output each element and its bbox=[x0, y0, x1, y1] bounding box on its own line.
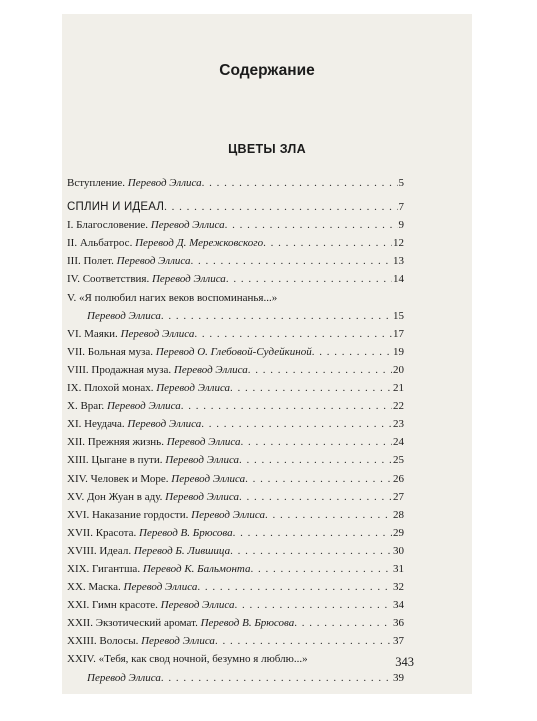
dot-leader bbox=[239, 451, 392, 469]
entry-title-text: X. Враг. bbox=[67, 400, 107, 413]
entry-title-text: VI. Маяки. bbox=[67, 327, 121, 340]
entry-title-text: XVIII. Идеал. bbox=[67, 544, 134, 557]
toc-entry bbox=[67, 343, 404, 361]
dot-leader bbox=[197, 578, 392, 596]
entry-title-text: XVII. Красота. bbox=[67, 526, 139, 539]
entry-title-text: IV. Соответствия. bbox=[67, 273, 152, 286]
entry-translator: Перевод Эллиса bbox=[87, 671, 161, 684]
toc-entry bbox=[67, 669, 404, 687]
toc-entry bbox=[67, 325, 404, 343]
entry-translator: Перевод Б. Лившица bbox=[133, 544, 231, 557]
toc-entry-title bbox=[67, 596, 234, 614]
dot-leader bbox=[161, 307, 392, 325]
toc-entry bbox=[67, 578, 404, 596]
section-title: ЦВЕТЫ ЗЛА bbox=[228, 142, 306, 156]
entry-page-number: 24 bbox=[393, 436, 404, 449]
toc-entry-title bbox=[87, 307, 161, 325]
toc-entry bbox=[67, 270, 404, 288]
entry-page-number: 34 bbox=[393, 599, 404, 612]
entry-translator: Перевод Эллиса bbox=[173, 363, 248, 376]
entry-title-text: XVI. Наказание гордости. bbox=[67, 508, 192, 521]
toc-entry bbox=[67, 560, 404, 578]
entry-translator: Перевод Эллиса bbox=[123, 581, 198, 594]
toc-entry-title bbox=[67, 325, 194, 343]
entry-title-text: I. Благословение. bbox=[67, 219, 151, 232]
entry-title-text: СПЛИН И ИДЕАЛ bbox=[67, 201, 165, 214]
toc-entry bbox=[67, 650, 404, 668]
toc-entry bbox=[67, 397, 404, 415]
dot-leader bbox=[215, 632, 392, 650]
toc-entry-title bbox=[67, 361, 248, 379]
toc-entry-title bbox=[67, 524, 233, 542]
toc-entry bbox=[67, 506, 404, 524]
entry-page-number: 32 bbox=[393, 581, 404, 594]
toc-entry-title bbox=[67, 488, 239, 506]
dot-leader bbox=[294, 614, 392, 632]
entry-title-text: VIII. Продажная муза. bbox=[67, 363, 174, 376]
toc-entry bbox=[67, 234, 404, 252]
entry-page-number: 31 bbox=[393, 562, 404, 575]
toc-entry bbox=[67, 361, 404, 379]
toc-entry bbox=[67, 174, 404, 192]
dot-leader bbox=[225, 216, 398, 234]
entry-title-text: XXIII. Волосы. bbox=[67, 635, 142, 648]
dot-leader bbox=[164, 198, 397, 216]
dot-leader bbox=[265, 506, 392, 524]
toc-entry bbox=[67, 307, 404, 325]
dot-leader bbox=[251, 560, 393, 578]
entry-title-text: XIX. Гигантша. bbox=[67, 562, 143, 575]
toc-entry bbox=[67, 596, 404, 614]
toc-entry bbox=[67, 542, 404, 560]
dot-leader bbox=[194, 325, 392, 343]
toc-entry-title bbox=[87, 669, 161, 687]
entry-page-number: 22 bbox=[393, 400, 404, 413]
entry-page-number: 23 bbox=[393, 418, 404, 431]
toc-entry-title bbox=[67, 614, 294, 632]
toc-entry-title bbox=[67, 379, 230, 397]
entry-page-number: 21 bbox=[393, 382, 404, 395]
toc-entry bbox=[67, 488, 404, 506]
entry-title-text: V. «Я полюбил нагих веков воспоминанья...» bbox=[67, 291, 278, 304]
entry-page-number: 29 bbox=[393, 526, 404, 539]
entry-page-number: 12 bbox=[393, 237, 404, 250]
toc-entry-title bbox=[67, 174, 202, 192]
entry-page-number: 28 bbox=[393, 508, 404, 521]
toc-entry-title bbox=[67, 470, 245, 488]
toc-entry-title bbox=[67, 542, 230, 560]
entry-page-number: 30 bbox=[393, 544, 404, 557]
entry-title-text: III. Полет. bbox=[67, 255, 117, 268]
entry-page-number: 9 bbox=[398, 219, 404, 232]
entry-translator: Перевод О. Глебовой-Судейкиной bbox=[155, 345, 312, 358]
toc-entry-title bbox=[67, 415, 201, 433]
entry-translator: Перевод Эллиса bbox=[116, 255, 191, 268]
entry-translator: Перевод Эллиса bbox=[191, 508, 265, 521]
entry-page-number: 20 bbox=[393, 363, 404, 376]
toc-entry bbox=[67, 252, 404, 270]
entry-translator: Перевод Эллиса bbox=[141, 635, 215, 648]
toc-entry-title bbox=[67, 560, 251, 578]
entry-page-number: 17 bbox=[393, 327, 404, 340]
dot-leader bbox=[161, 669, 392, 687]
entry-translator: Перевод К. Бальмонта bbox=[142, 562, 251, 575]
toc-entry bbox=[67, 216, 404, 234]
entry-title-text: XII. Прежняя жизнь. bbox=[67, 436, 167, 449]
toc-entry-title bbox=[67, 270, 226, 288]
toc-entry-title bbox=[67, 216, 225, 234]
toc-entry-title bbox=[67, 252, 190, 270]
dot-leader bbox=[230, 542, 392, 560]
entry-translator: Перевод Эллиса bbox=[156, 382, 231, 395]
entry-translator: Перевод В. Брюсова bbox=[139, 526, 233, 539]
entry-title-text: XIII. Цыгане в пути. bbox=[67, 454, 166, 467]
entry-page-number: 5 bbox=[398, 177, 404, 189]
entry-page-number: 39 bbox=[393, 671, 404, 684]
entry-translator: Перевод Эллиса bbox=[87, 309, 161, 322]
entry-title-text: XV. Дон Жуан в аду. bbox=[67, 490, 166, 503]
entry-translator: Перевод Эллиса bbox=[151, 273, 226, 286]
toc-entry bbox=[67, 632, 404, 650]
entry-translator: Перевод Эллиса bbox=[106, 400, 181, 413]
entry-title-text: XXII. Экзотический аромат. bbox=[67, 617, 201, 630]
entry-title-text: XX. Маска. bbox=[67, 581, 124, 594]
toc-list bbox=[67, 174, 404, 687]
entry-page-number: 15 bbox=[393, 309, 404, 322]
book-page bbox=[62, 14, 472, 694]
dot-leader bbox=[230, 379, 392, 397]
entry-translator: Перевод Эллиса bbox=[120, 327, 195, 340]
page-number: 343 bbox=[395, 655, 414, 669]
dot-leader bbox=[202, 174, 398, 192]
entry-page-number: 26 bbox=[393, 472, 404, 485]
toc-section-row bbox=[67, 198, 404, 216]
entry-page-number: 7 bbox=[398, 201, 404, 214]
toc-entry-title bbox=[67, 506, 265, 524]
entry-page-number: 37 bbox=[393, 635, 404, 648]
toc-entry bbox=[67, 415, 404, 433]
entry-page-number: 25 bbox=[393, 454, 404, 467]
entry-translator: Перевод Эллиса bbox=[171, 472, 246, 485]
entry-page-number: 19 bbox=[393, 345, 404, 358]
entry-page-number: 27 bbox=[393, 490, 404, 503]
entry-title-text: XI. Неудача. bbox=[67, 418, 128, 431]
dot-leader bbox=[226, 270, 392, 288]
toc-entry-title bbox=[67, 451, 239, 469]
toc-entry-title bbox=[67, 289, 277, 307]
entry-translator: Перевод Эллиса bbox=[165, 490, 239, 503]
dot-leader bbox=[263, 234, 392, 252]
toc-entry-title bbox=[67, 433, 241, 451]
entry-translator: Перевод В. Брюсова bbox=[200, 617, 295, 630]
dot-leader bbox=[312, 343, 392, 361]
entry-title-text: IX. Плохой монах. bbox=[67, 382, 157, 395]
entry-title-text: II. Альбатрос. bbox=[67, 237, 136, 250]
entry-page-number: 14 bbox=[393, 273, 404, 286]
toc-entry-title bbox=[67, 198, 164, 216]
toc-entry bbox=[67, 289, 404, 307]
toc-entry-title bbox=[67, 234, 263, 252]
toc-entry-title bbox=[67, 650, 308, 668]
toc-entry bbox=[67, 379, 404, 397]
entry-title-text: Вступление. bbox=[67, 177, 128, 189]
dot-leader bbox=[201, 415, 392, 433]
dot-leader bbox=[181, 397, 392, 415]
entry-translator: Перевод Эллиса bbox=[166, 436, 241, 449]
entry-title-text: XIV. Человек и Море. bbox=[67, 472, 172, 485]
dot-leader bbox=[190, 252, 392, 270]
toc-entry bbox=[67, 433, 404, 451]
dot-leader bbox=[245, 470, 392, 488]
toc-entry bbox=[67, 524, 404, 542]
entry-title-text: VII. Больная муза. bbox=[67, 345, 156, 358]
entry-translator: Перевод Эллиса bbox=[127, 418, 202, 431]
dot-leader bbox=[248, 361, 392, 379]
toc-title: Содержание bbox=[219, 62, 315, 79]
toc-entry-title bbox=[67, 632, 215, 650]
toc-entry bbox=[67, 451, 404, 469]
entry-translator: Перевод Эллиса bbox=[127, 177, 202, 189]
entry-translator: Перевод Д. Мережковского bbox=[135, 237, 264, 250]
entry-title-text: XXIV. «Тебя, как свод ночной, безумно я люблю...» bbox=[67, 653, 308, 666]
toc-entry-title bbox=[67, 343, 312, 361]
entry-translator: Перевод Эллиса bbox=[165, 454, 240, 467]
toc-entry-title bbox=[67, 578, 197, 596]
entry-page-number: 36 bbox=[393, 617, 404, 630]
toc-entry bbox=[67, 470, 404, 488]
entry-translator: Перевод Эллиса bbox=[160, 599, 235, 612]
dot-leader bbox=[241, 433, 392, 451]
dot-leader bbox=[239, 488, 392, 506]
toc-entry bbox=[67, 614, 404, 632]
entry-translator: Перевод Эллиса bbox=[150, 219, 225, 232]
toc-entry-title bbox=[67, 397, 181, 415]
dot-leader bbox=[233, 524, 392, 542]
entry-title-text: XXI. Гимн красоте. bbox=[67, 599, 161, 612]
dot-leader bbox=[234, 596, 392, 614]
entry-page-number: 13 bbox=[393, 255, 404, 268]
